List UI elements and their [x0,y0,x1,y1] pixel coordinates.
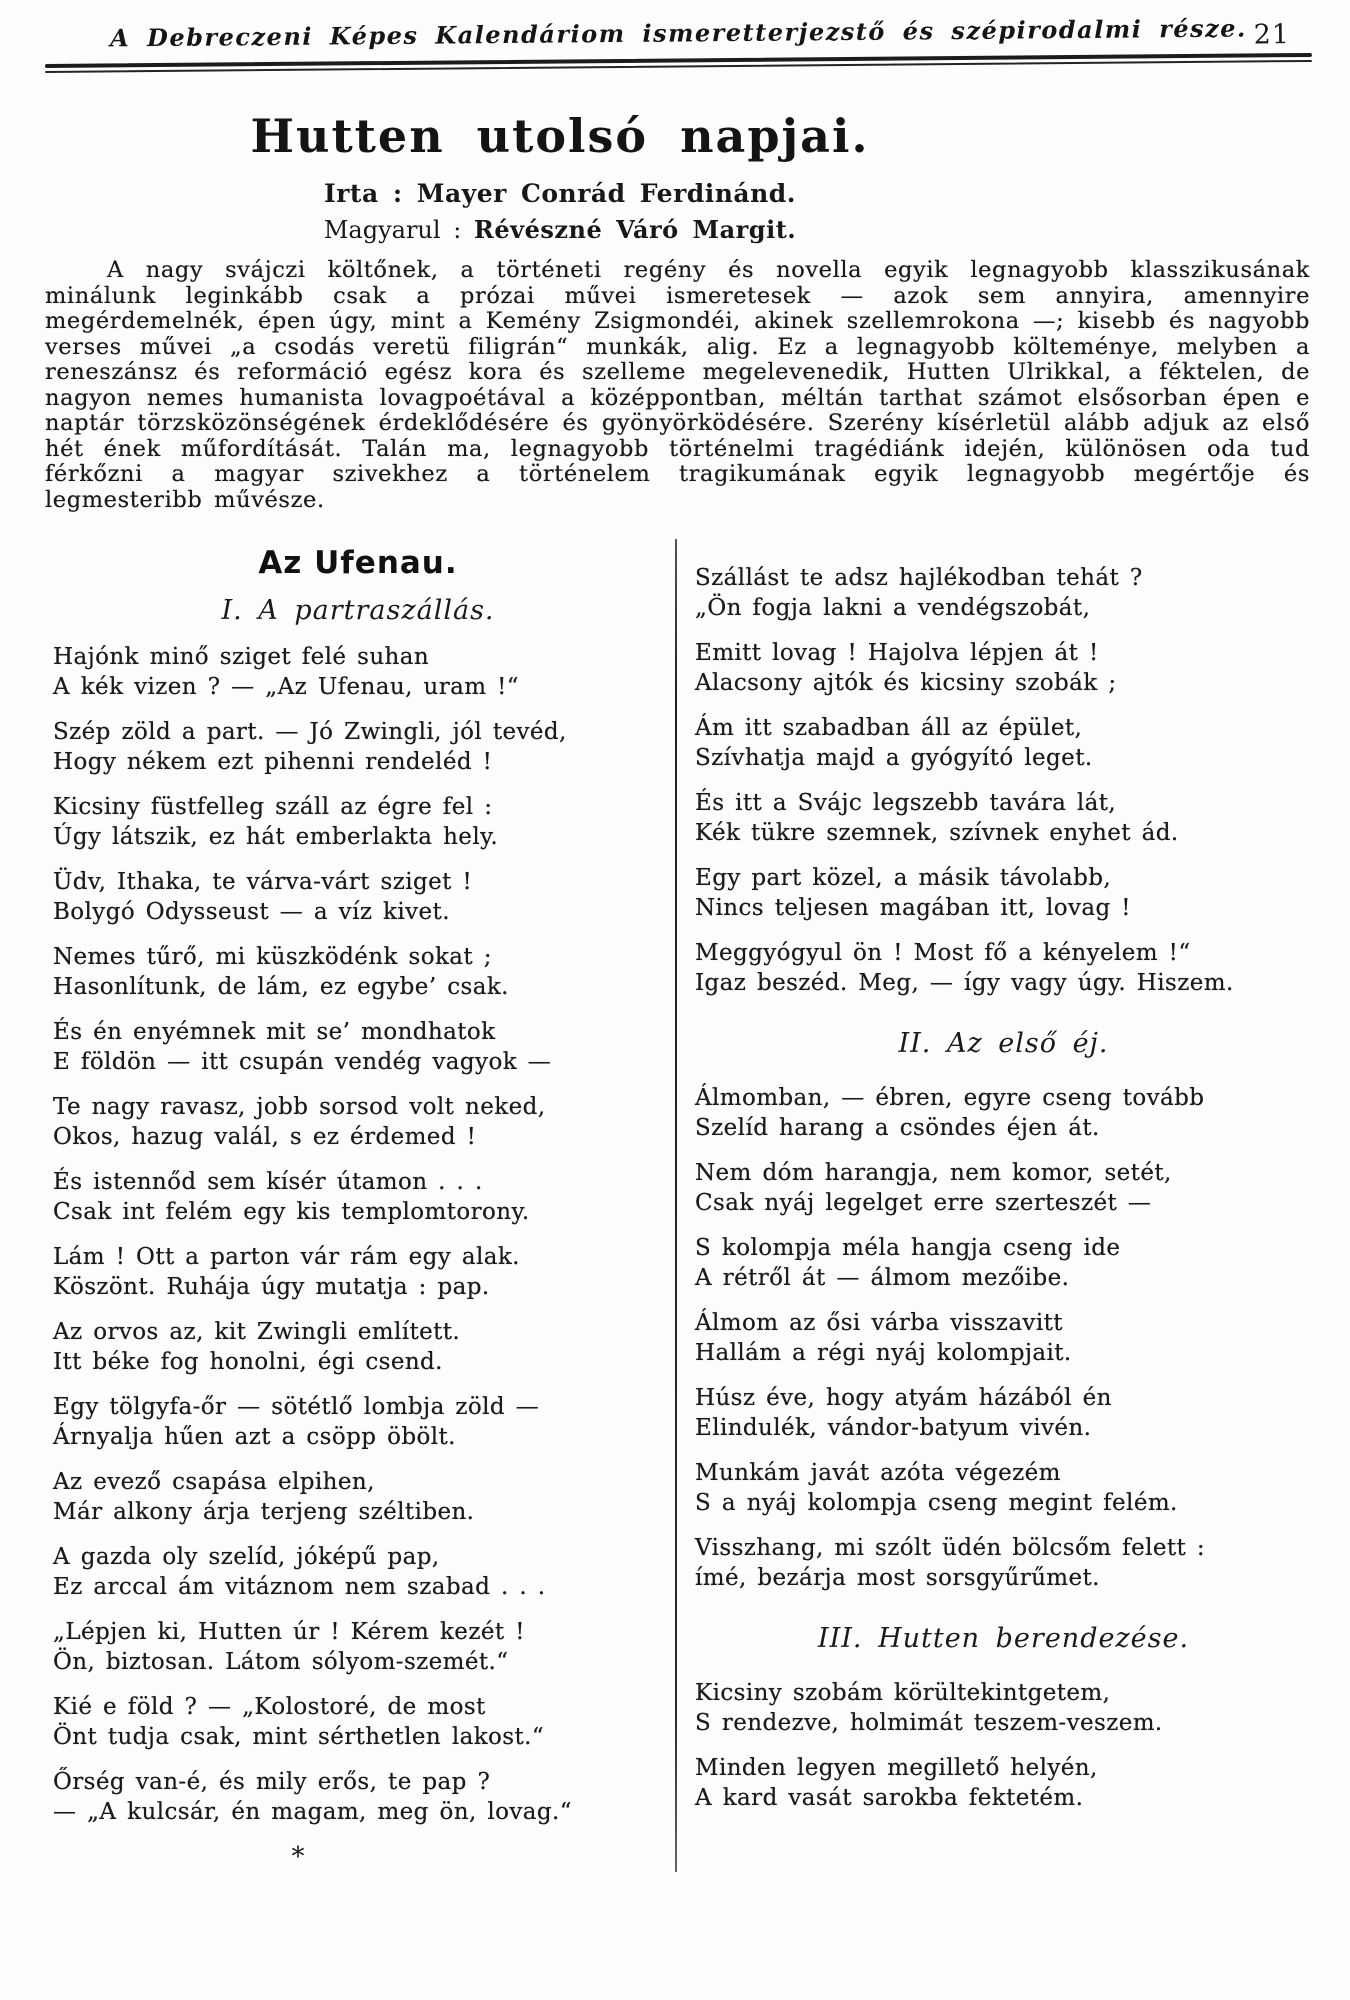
running-header-title: A Debreczeni Képes Kalendáriom ismeretterjezstő és szépirodalmi része. [109,13,1247,53]
stanza [53,942,663,1002]
stanza [53,1017,663,1077]
stanza [53,1167,663,1227]
stanza [53,1392,663,1452]
poem-line: — „A kulcsár, én magam, meg ön, lovag.“ [53,1799,572,1825]
stanza [53,792,663,852]
poem-line: Az evező csapása elpihen, [53,1469,375,1495]
stanza [53,1692,663,1752]
translator-line [45,215,1075,244]
poem-line: Már alkony árja terjeng széltiben. [53,1499,475,1525]
stanza [695,1753,1312,1813]
poem-line: E földön — itt csupán vendég vagyok — [53,1049,552,1075]
poem-line: És itt a Svájc legszebb tavára lát, [695,790,1117,816]
poem-line: Önt tudja csak, mint sérthetlen lakost.“ [53,1724,545,1750]
poem-line: Árnyalja hűen azt a csöpp öbölt. [53,1424,456,1450]
stanza [695,563,1312,623]
poem-line: Az orvos az, kit Zwingli említett. [53,1319,461,1345]
poem-line: Bolygó Odysseust — a víz kivet. [53,899,450,925]
poem-columns [45,535,1312,1872]
article-title: Hutten utolsó napjai. [250,109,870,163]
poem-line: Üdv, Ithaka, te várva-várt sziget ! [53,869,473,895]
poem-line: Hasonlítunk, de lám, ez egybe’ csak. [53,974,509,1000]
poem-line: Kié e föld ? — „Kolostoré, de most [53,1694,486,1720]
poem-line: Álmomban, — ébren, egyre cseng tovább [695,1085,1205,1111]
poem-line: Szívhatja majd a gyógyító leget. [695,745,1093,771]
intro-paragraph: A nagy svájczi költőnek, a történeti regény és novella egyik legnagyobb klasszikusának minálunk leginkább csak a prózai művei ismeretesek — azok sem annyira, amennyire megérdemelnék, épen úgy, mint a Kemény Zsigmondéi, akinek szellemrokona —; kisebb és nagyobb verses művei „a csodás veretü filigrán“ munkák, alig. Ez a legnagyobb költeménye, melyben a reneszánsz és reformáció egész kora és szelleme megelevenedik, Hutten Ulrikkal, a féktelen, de nagyon nemes humanista lovagpoétával a középpontban, méltán tarthat számot elsősorban épen e naptár törzsközönségének érdeklődésére és gyönyörködésére. Szerény kísérletül alább adjuk az első hét ének műfordítását. Talán ma, legnagyobb történelmi tragédiánk idején, különösen oda tud férkőzni a magyar szivekhez a történelem tragikumának egyik legnagyobb megértője és legmesteribb művésze. [45,257,1310,513]
poem-line: Csak int felém egy kis templomtorony. [53,1199,530,1225]
poem-line: Igaz beszéd. Meg, — így vagy úgy. Hiszem. [695,970,1234,996]
canto-2-title: II. Az első éj. [898,1028,1109,1059]
poem-line: Ám itt szabadban áll az épület, [695,715,1083,741]
stanza [695,863,1312,923]
stanza [695,713,1312,773]
stanza [695,1458,1312,1518]
poem-line: Nem dóm harangja, nem komor, setét, [695,1160,1172,1186]
stanza [53,1317,663,1377]
poem-line: Ön, biztosan. Látom sólyom-szemét.“ [53,1649,509,1675]
page-number: 21 [1253,19,1291,51]
stanza [695,1383,1312,1443]
poem-line: S kolompja méla hangja cseng ide [695,1235,1121,1261]
poem-line: „Ön fogja lakni a vendégszobát, [695,595,1091,621]
canto-1-stanzas-right [695,563,1312,998]
canto-1-stanzas-left [53,642,663,1827]
poem-line: Itt béke fog honolni, égi csend. [53,1349,443,1375]
poem-line: Minden legyen megillető helyén, [695,1755,1098,1781]
poem-line: Nincs teljesen magában itt, lovag ! [695,895,1131,921]
stanza [53,1242,663,1302]
canto-2-stanzas [695,1083,1312,1593]
left-column [45,535,663,1872]
poem-line: Kék tükre szemnek, szívnek enyhet ád. [695,820,1179,846]
stanza [695,1308,1312,1368]
poem-line: És én enyémnek mit se’ mondhatok [53,1019,496,1045]
poem-line: A rétről át — álmom mezőibe. [695,1265,1070,1291]
poem-line: Alacsony ajtók és kicsiny szobák ; [695,670,1117,696]
poem-line: Egy part közel, a másik távolabb, [695,865,1112,891]
translator-name: Révészné Váró Margit. [473,215,797,244]
stanza [53,717,663,777]
stanza [695,1678,1312,1738]
canto-3-title: III. Hutten berendezése. [817,1623,1190,1654]
poem-line: Emitt lovag ! Hajolva lépjen át ! [695,640,1099,666]
poem-line: Hallám a régi nyáj kolompjait. [695,1340,1072,1366]
poem-line: Egy tölgyfa-őr — sötétlő lombja zöld — [53,1394,540,1420]
poem-line: Úgy látszik, ez hát emberlakta hely. [53,824,499,850]
poem-line: Húsz éve, hogy atyám házából én [695,1385,1112,1411]
poem-line: Kicsiny füstfelleg száll az égre fel : [53,794,493,820]
poem-line: Lám ! Ott a parton vár rám egy alak. [53,1244,520,1270]
stanza [53,1542,663,1602]
poem-line: Álmom az ősi várba visszavitt [695,1310,1063,1336]
byline [45,179,1075,208]
right-column [677,535,1312,1872]
stanza [695,1158,1312,1218]
byline-label: Irta : [324,179,403,208]
stanza [53,1617,663,1677]
translator-label: Magyarul : [323,216,462,244]
poem-line: S rendezve, holmimát teszem-veszem. [695,1710,1163,1736]
poem-line: Ez arccal ám vitáznom nem szabad . . . [53,1574,546,1600]
canto-3-stanzas [695,1678,1312,1813]
poem-line: Kicsiny szobám körültekintgetem, [695,1680,1111,1706]
poem-line: És istennőd sem kísér útamon . . . [53,1169,483,1195]
poem-line: A gazda oly szelíd, jóképű pap, [53,1544,440,1570]
stanza [53,1767,663,1827]
poem-line: Köszönt. Ruhája úgy mutatja : pap. [53,1274,490,1300]
stanza [695,1083,1312,1143]
footnote-asterisk: * [291,1842,305,1872]
poem-line: Meggyógyul ön ! Most fő a kényelem !“ [695,940,1191,966]
poem-line: Őrség van-é, és mily erős, te pap ? [53,1769,491,1795]
poem-line: Szelíd harang a csöndes éjen át. [695,1115,1100,1141]
poem-line: „Lépjen ki, Hutten úr ! Kérem kezét ! [53,1619,525,1645]
poem-line: A kard vasát sarokba fektetém. [695,1785,1084,1811]
poem-line: Hajónk minő sziget felé suhan [53,644,430,670]
stanza [53,642,663,702]
poem-line: Munkám javát azóta végezém [695,1460,1061,1486]
stanza [53,867,663,927]
stanza [695,1533,1312,1593]
poem-line: Szép zöld a part. — Jó Zwingli, jól tevéd, [53,719,567,745]
article-front-matter [45,109,1075,244]
poem-line: Szállást te adsz hajlékodban tehát ? [695,565,1143,591]
poem-line: S a nyáj kolompja cseng megint felém. [695,1490,1178,1516]
poem-line: ímé, bezárja most sorsgyűrűmet. [695,1565,1100,1591]
stanza [695,938,1312,998]
poem-line: Te nagy ravasz, jobb sorsod volt neked, [53,1094,546,1120]
poem-section-title: Az Ufenau. [258,545,458,581]
byline-author: Mayer Conrád Ferdinánd. [416,179,796,208]
canto-1-title: I. A partraszállás. [221,595,495,626]
poem-line: Okos, hazug valál, s ez érdemed ! [53,1124,477,1150]
stanza [53,1092,663,1152]
stanza [695,788,1312,848]
poem-line: Elindulék, vándor-batyum vivén. [695,1415,1092,1441]
poem-line: Nemes tűrő, mi küszködénk sokat ; [53,944,492,970]
poem-line: Visszhang, mi szólt üdén bölcsőm felett : [695,1535,1206,1561]
poem-line: A kék vizen ? — „Az Ufenau, uram !“ [53,674,519,700]
stanza [695,1233,1312,1293]
stanza [695,638,1312,698]
stanza [53,1467,663,1527]
poem-line: Hogy nékem ezt pihenni rendeléd ! [53,749,493,775]
poem-line: Csak nyáj legelget erre szerteszét — [695,1190,1152,1216]
